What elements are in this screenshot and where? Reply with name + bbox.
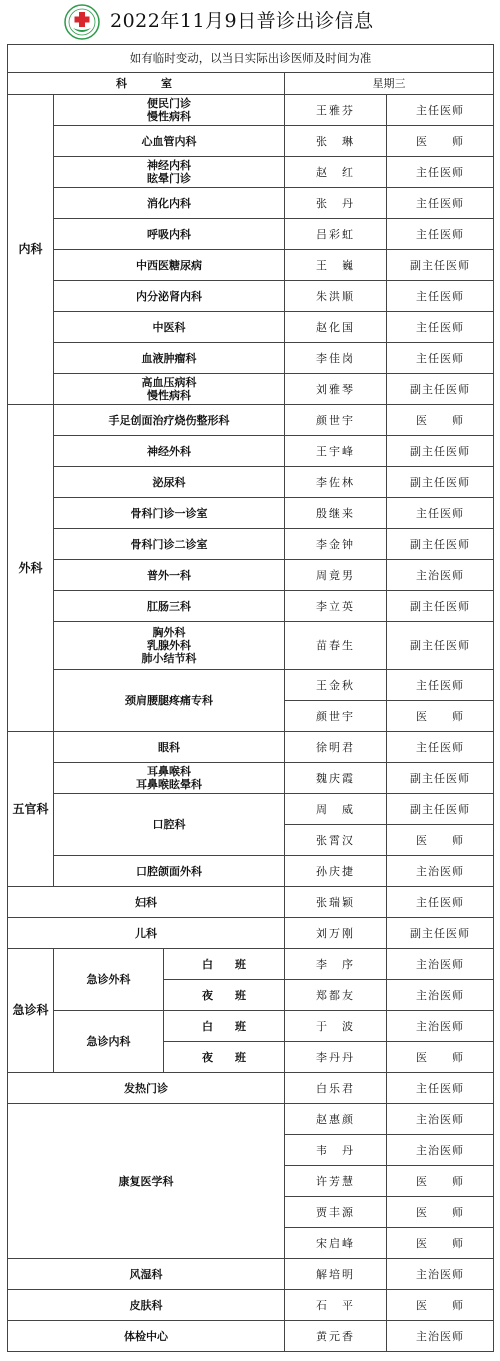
doctor-cell: 王雅芬 (285, 95, 387, 126)
title-cell: 主治医师 (387, 1011, 494, 1042)
dept-cell: 胸外科 乳腺外科 肺小结节科 (54, 622, 285, 670)
title-cell: 医 师 (387, 825, 494, 856)
title-cell: 医 师 (387, 405, 494, 436)
dept-cell: 内分泌肾内科 (54, 281, 285, 312)
doctor-cell: 刘万刚 (285, 918, 387, 949)
title-cell: 主任医师 (387, 343, 494, 374)
dept-cell: 呼吸内科 (54, 219, 285, 250)
doctor-cell: 李丹丹 (285, 1042, 387, 1073)
title-cell: 主任医师 (387, 670, 494, 701)
dept-cell: 眼科 (54, 732, 285, 763)
dept-cell: 发热门诊 (8, 1073, 285, 1104)
dept-cell: 神经外科 (54, 436, 285, 467)
category-cell: 内科 (8, 95, 54, 405)
doctor-cell: 赵惠颜 (285, 1104, 387, 1135)
doctor-cell: 韦 丹 (285, 1135, 387, 1166)
title-cell: 医 师 (387, 1042, 494, 1073)
dept-cell: 皮肤科 (8, 1290, 285, 1321)
title-cell: 主任医师 (387, 887, 494, 918)
dept-cell: 骨科门诊二诊室 (54, 529, 285, 560)
schedule-table (7, 44, 494, 1352)
shift-cell: 夜 班 (164, 1042, 285, 1073)
title-cell: 主任医师 (387, 732, 494, 763)
doctor-cell: 白乐君 (285, 1073, 387, 1104)
doctor-cell: 赵 红 (285, 157, 387, 188)
doctor-cell: 李佐林 (285, 467, 387, 498)
doctor-cell: 殷继来 (285, 498, 387, 529)
title-cell: 主治医师 (387, 856, 494, 887)
doctor-cell: 张霄汉 (285, 825, 387, 856)
title-cell: 副主任医师 (387, 436, 494, 467)
dept-cell: 肛肠三科 (54, 591, 285, 622)
title-cell: 医 师 (387, 126, 494, 157)
doctor-cell: 颜世宇 (285, 405, 387, 436)
doctor-cell: 颜世宇 (285, 701, 387, 732)
dept-cell: 中医科 (54, 312, 285, 343)
shift-cell: 夜 班 (164, 980, 285, 1011)
hospital-logo-icon (64, 4, 100, 40)
doctor-cell: 许芳慧 (285, 1166, 387, 1197)
doctor-cell: 李 序 (285, 949, 387, 980)
doctor-cell: 王金秋 (285, 670, 387, 701)
title-cell: 医 师 (387, 1228, 494, 1259)
title-cell: 医 师 (387, 701, 494, 732)
doctor-cell: 王 巍 (285, 250, 387, 281)
dept-cell: 心血管内科 (54, 126, 285, 157)
dept-cell: 骨科门诊一诊室 (54, 498, 285, 529)
page-title: 2022年11月9日普诊出诊信息 (110, 10, 374, 32)
dept-cell: 急诊内科 (54, 1011, 164, 1073)
title-cell: 副主任医师 (387, 591, 494, 622)
dept-cell: 颈肩腰腿疼痛专科 (54, 670, 285, 732)
title-cell: 主治医师 (387, 1321, 494, 1352)
dept-cell: 泌尿科 (54, 467, 285, 498)
title-cell: 主任医师 (387, 312, 494, 343)
doctor-cell: 李金钟 (285, 529, 387, 560)
doctor-cell: 黄元香 (285, 1321, 387, 1352)
dept-cell: 急诊外科 (54, 949, 164, 1011)
dept-cell: 耳鼻喉科 耳鼻喉眩晕科 (54, 763, 285, 794)
doctor-cell: 苗春生 (285, 622, 387, 670)
title-cell: 主治医师 (387, 980, 494, 1011)
title-cell: 副主任医师 (387, 622, 494, 670)
doctor-cell: 解培明 (285, 1259, 387, 1290)
title-cell: 副主任医师 (387, 374, 494, 405)
doctor-cell: 张 琳 (285, 126, 387, 157)
dept-cell: 体检中心 (8, 1321, 285, 1352)
title-cell: 主任医师 (387, 498, 494, 529)
dept-cell: 便民门诊 慢性病科 (54, 95, 285, 126)
dept-cell: 口腔颌面外科 (54, 856, 285, 887)
dept-cell: 消化内科 (54, 188, 285, 219)
dept-cell: 妇科 (8, 887, 285, 918)
title-cell: 副主任医师 (387, 794, 494, 825)
title-cell: 主任医师 (387, 219, 494, 250)
title-cell: 主治医师 (387, 560, 494, 591)
category-cell: 五官科 (8, 732, 54, 887)
dept-cell: 普外一科 (54, 560, 285, 591)
doctor-cell: 宋启峰 (285, 1228, 387, 1259)
dept-cell: 手足创面治疗烧伤整形科 (54, 405, 285, 436)
dept-cell: 血液肿瘤科 (54, 343, 285, 374)
dept-cell: 神经内科 眩晕门诊 (54, 157, 285, 188)
doctor-cell: 徐明君 (285, 732, 387, 763)
doctor-cell: 周 威 (285, 794, 387, 825)
dept-cell: 中西医糖尿病 (54, 250, 285, 281)
doctor-cell: 周竟男 (285, 560, 387, 591)
dept-cell: 风湿科 (8, 1259, 285, 1290)
column-header-dept: 科 室 (8, 73, 285, 95)
title-cell: 副主任医师 (387, 529, 494, 560)
title-cell: 主任医师 (387, 157, 494, 188)
doctor-cell: 郑都友 (285, 980, 387, 1011)
title-cell: 主任医师 (387, 95, 494, 126)
doctor-cell: 朱洪顺 (285, 281, 387, 312)
dept-cell: 康复医学科 (8, 1104, 285, 1259)
doctor-cell: 吕彩虹 (285, 219, 387, 250)
category-cell: 急诊科 (8, 949, 54, 1073)
doctor-cell: 石 平 (285, 1290, 387, 1321)
title-cell: 副主任医师 (387, 467, 494, 498)
dept-cell: 口腔科 (54, 794, 285, 856)
doctor-cell: 于 波 (285, 1011, 387, 1042)
title-cell: 主任医师 (387, 188, 494, 219)
doctor-cell: 张瑞颖 (285, 887, 387, 918)
title-cell: 副主任医师 (387, 250, 494, 281)
title-cell: 主治医师 (387, 1104, 494, 1135)
title-cell: 副主任医师 (387, 763, 494, 794)
doctor-cell: 孙庆捷 (285, 856, 387, 887)
doctor-cell: 王宇峰 (285, 436, 387, 467)
shift-cell: 白 班 (164, 1011, 285, 1042)
page-header (0, 0, 500, 44)
doctor-cell: 刘雅琴 (285, 374, 387, 405)
title-cell: 医 师 (387, 1166, 494, 1197)
title-cell: 主治医师 (387, 949, 494, 980)
doctor-cell: 张 丹 (285, 188, 387, 219)
doctor-cell: 魏庆霞 (285, 763, 387, 794)
title-cell: 主治医师 (387, 1259, 494, 1290)
doctor-cell: 李立英 (285, 591, 387, 622)
title-cell: 副主任医师 (387, 918, 494, 949)
dept-cell: 儿科 (8, 918, 285, 949)
title-cell: 主治医师 (387, 1135, 494, 1166)
title-cell: 医 师 (387, 1290, 494, 1321)
title-cell: 医 师 (387, 1197, 494, 1228)
column-header-day: 星期三 (285, 73, 494, 95)
shift-cell: 白 班 (164, 949, 285, 980)
title-cell: 主任医师 (387, 1073, 494, 1104)
doctor-cell: 贾丰源 (285, 1197, 387, 1228)
doctor-cell: 李佳岗 (285, 343, 387, 374)
notice-text: 如有临时变动，以当日实际出诊医师及时间为准 (8, 45, 494, 73)
dept-cell: 高血压病科 慢性病科 (54, 374, 285, 405)
doctor-cell: 赵化国 (285, 312, 387, 343)
title-cell: 主任医师 (387, 281, 494, 312)
category-cell: 外科 (8, 405, 54, 732)
